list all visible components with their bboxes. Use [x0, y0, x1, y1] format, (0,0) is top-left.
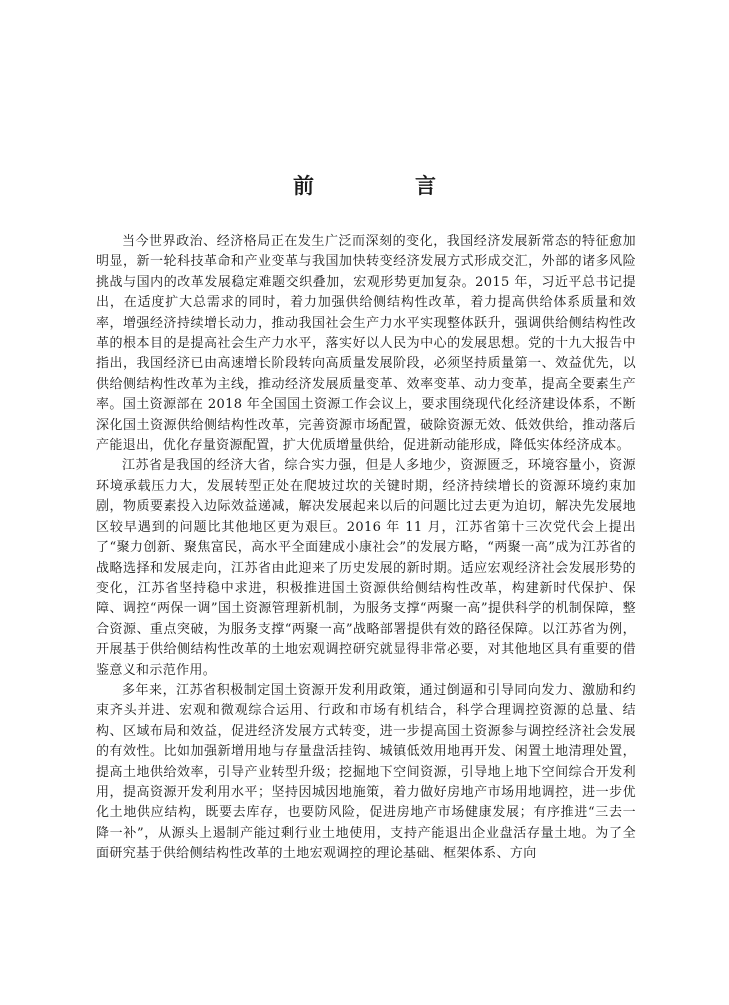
paragraph-2: 江苏省是我国的经济大省，综合实力强，但是人多地少，资源匮乏，环境容量小，资源环境承载压力大，发展转型正处在爬坡过坎的关键时期，经济持续增长的资源环境约束加剧，物质要素投入边际效益递减，解决发展起来以后的问题比过去更为迫切，解决先发展地区较早遇到的问题比其他地区更为艰巨。2016 年 11 月，江苏省第十三次党代会上提出了“聚力创新、聚焦富民，高水平全面建成小康社会”的发展方略，“两聚一高”成为江苏省的战略选择和发展走向，江苏省由此迎来了历史发展的新时期。适应宏观经济社会发展形势的变化，江苏省坚持稳中求进，积极推进国土资源供给侧结构性改革，构建新时代保护、保障、调控“两保一调”国土资源管理新机制，为服务支撑“两聚一高”提供科学的机制保障，整合资源、重点突破，为服务支撑“两聚一高”战略部署提供有效的路径保障。以江苏省为例，开展基于供给侧结构性改革的土地宏观调控研究就显得非常必要，对其他地区具有重要的借鉴意义和示范作用。 — [96, 458, 636, 678]
paragraph-1: 当今世界政治、经济格局正在发生广泛而深刻的变化，我国经济发展新常态的特征愈加明显，新一轮科技革命和产业变革与我国加快转变经济发展方式形成交汇，外部的诸多风险挑战与国内的改革发展稳定难题交织叠加，宏观形势更加复杂。2015 年，习近平总书记提出，在适度扩大总需求的同时，着力加强供给侧结构性改革，着力提高供给体系质量和效率，增强经济持续增长动力，推动我国社会生产力水平实现整体跃升，强调供给侧结构性改革的根本目的是提高社会生产力水平，落实好以人民为中心的发展思想。党的十九大报告中指出，我国经济已由高速增长阶段转向高质量发展阶段，必须坚持质量第一、效益优先，以供给侧结构性改革为主线，推动经济发展质量变革、效率变革、动力变革，提高全要素生产率。国土资源部在 2018 年全国国土资源工作会议上，要求围绕现代化经济建设体系，不断深化国土资源供给侧结构性改革，完善资源市场配置，破除资源无效、低效供给，推动落后产能退出，优化存量资源配置，扩大优质增量供给，促进新动能形成，降低实体经济成本。 — [96, 234, 636, 454]
page-title: 前 言 — [293, 173, 476, 199]
preface-body — [96, 232, 636, 865]
paragraph-3: 多年来，江苏省积极制定国土资源开发利用政策，通过倒逼和引导同向发力、激励和约束齐头并进、宏观和微观综合运用、行政和市场有机结合，科学合理调控资源的总量、结构、区域布局和效益，促进经济发展方式转变，进一步提高国土资源参与调控经济社会发展的有效性。比如加强新增用地与存量盘活挂钩、城镇低效用地再开发、闲置土地清理处置，提高土地供给效率，引导产业转型升级；挖掘地下空间资源，引导地上地下空间综合开发利用，提高资源开发利用水平；坚持因城因地施策，着力做好房地产市场用地调控，进一步优化土地供应结构，既要去库存，也要防风险，促进房地产市场健康发展；有序推进“三去一降一补”，从源头上遏制产能过剩行业土地使用，支持产能退出企业盘活存量土地。为了全面研究基于供给侧结构性改革的土地宏观调控的理论基础、框架体系、方向 — [96, 682, 636, 862]
